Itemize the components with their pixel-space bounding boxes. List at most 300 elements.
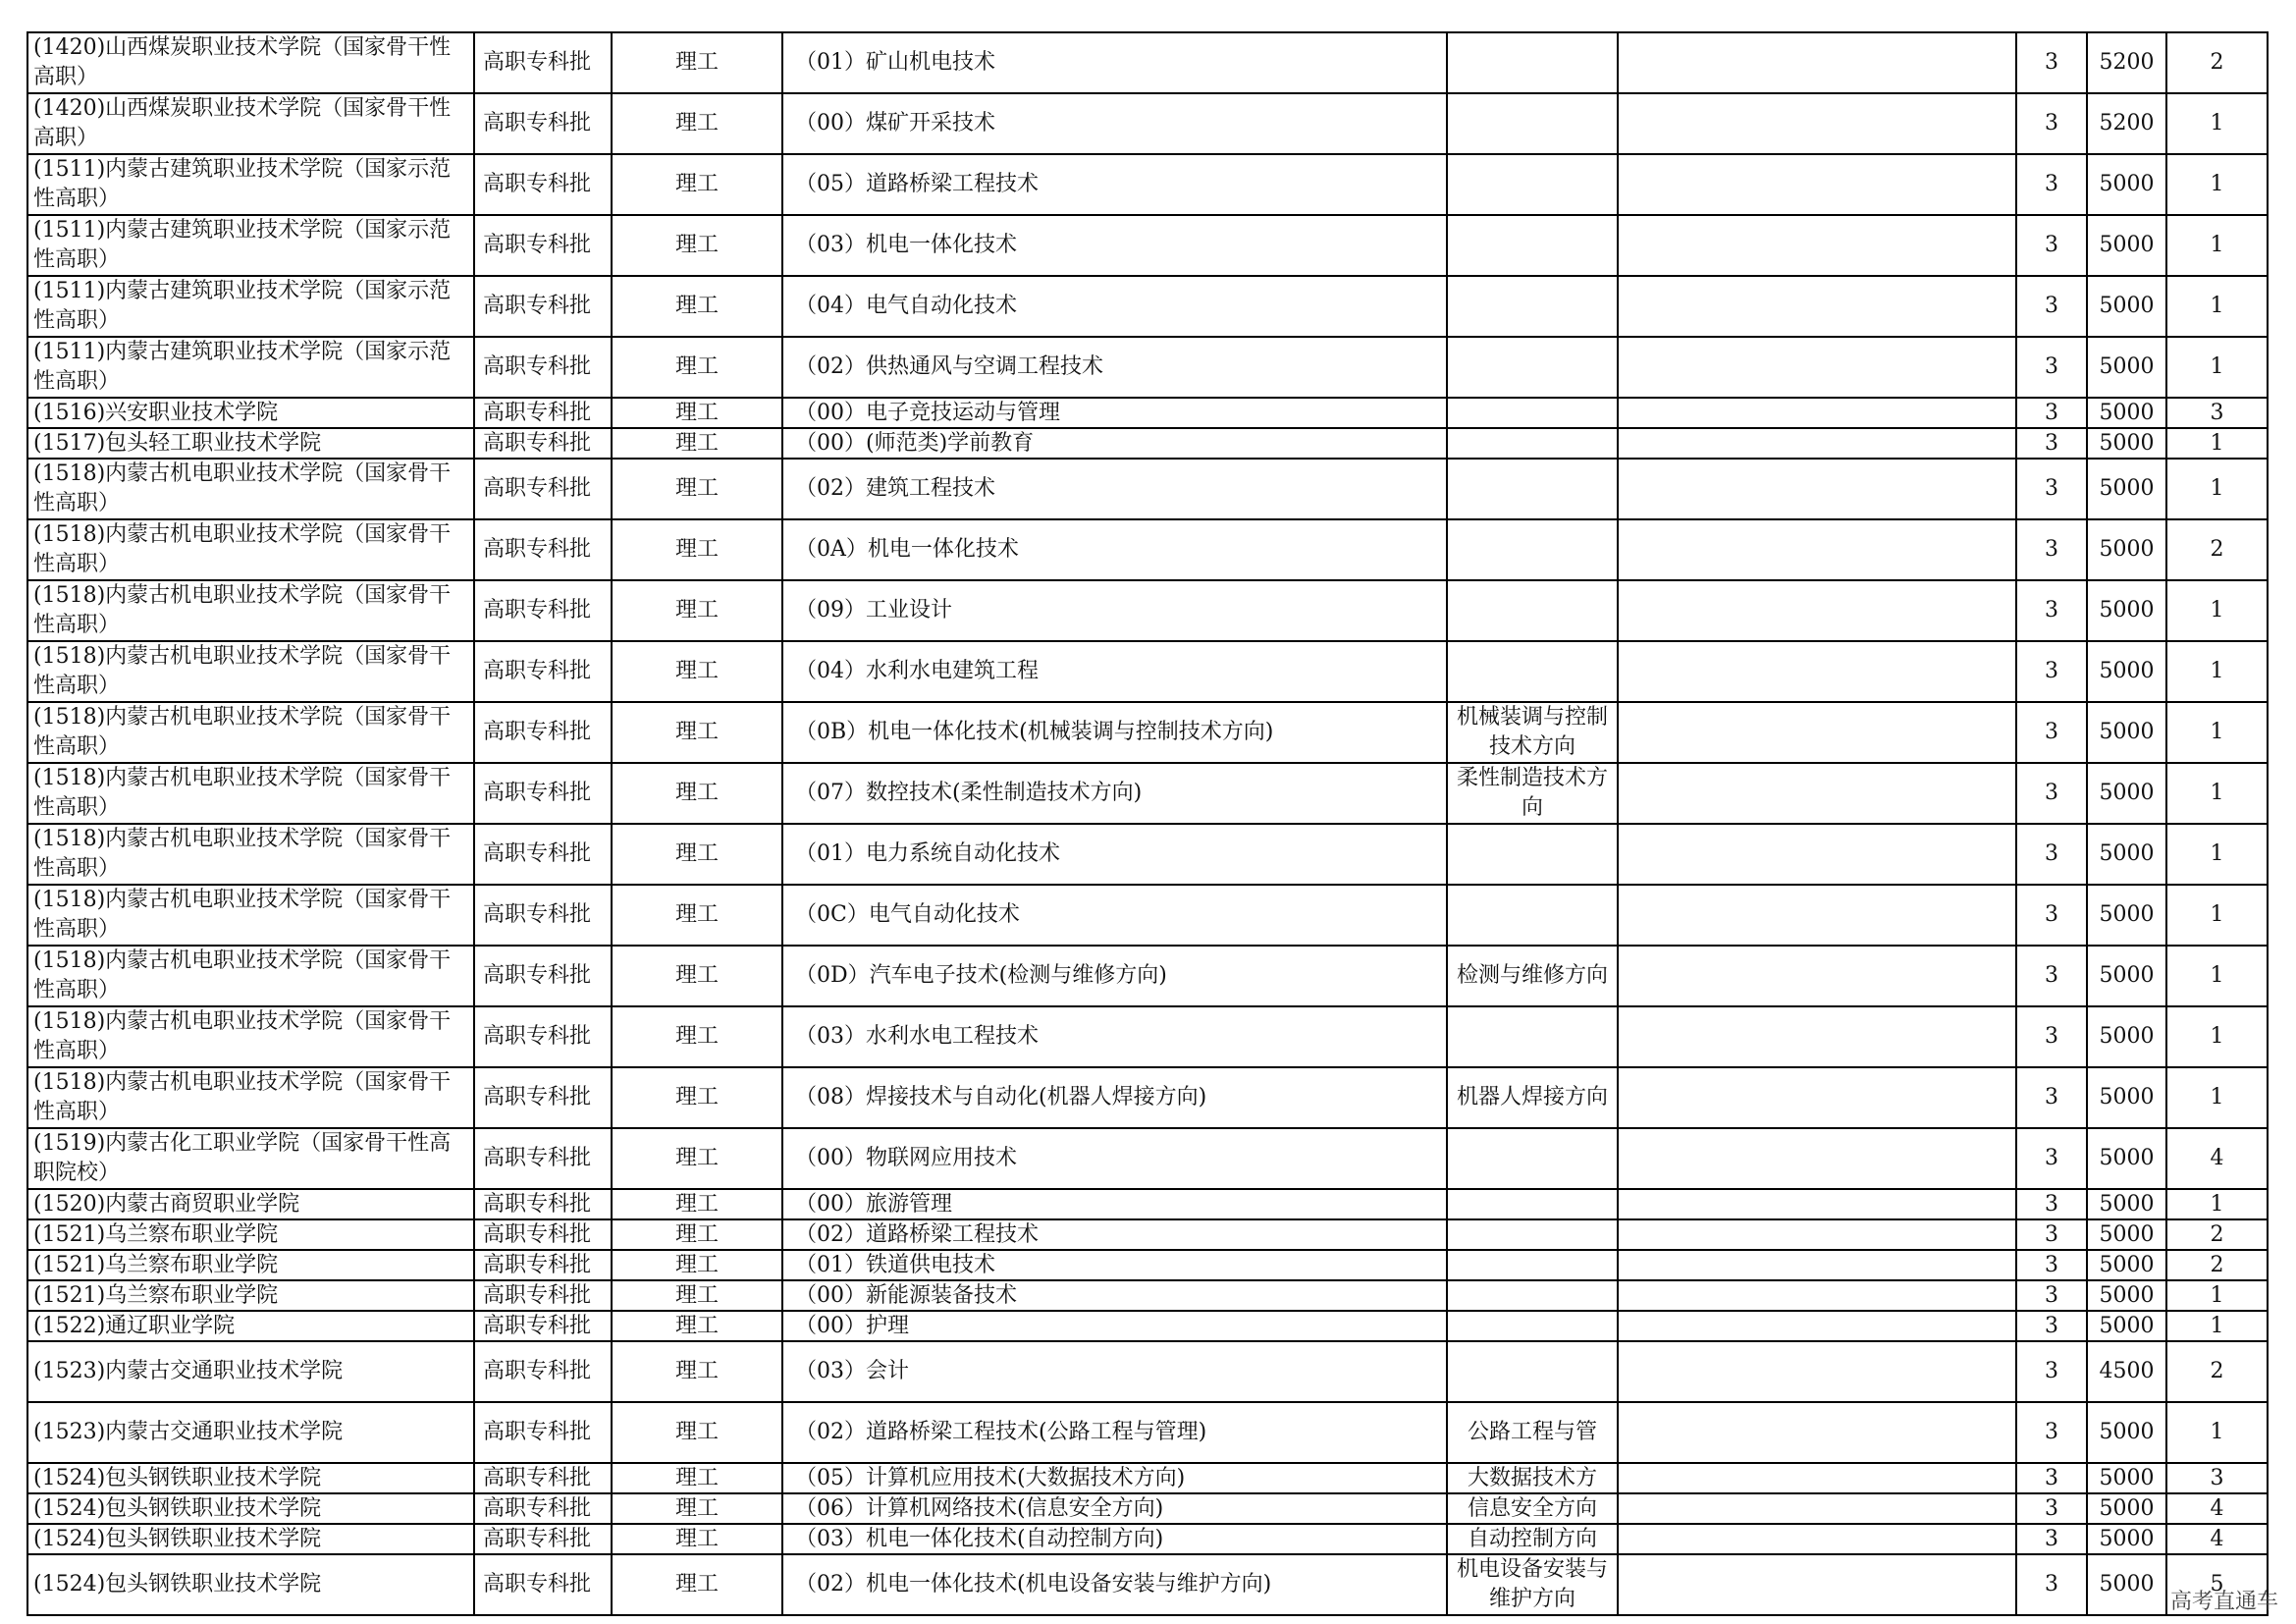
plan-count-cell: 1 <box>2166 93 2268 154</box>
category-cell: 理工 <box>612 1219 782 1250</box>
remark-cell <box>1618 1250 2016 1280</box>
plan-count-cell: 1 <box>2166 763 2268 824</box>
school-cell: (1521)乌兰察布职业学院 <box>27 1280 474 1311</box>
remark-cell <box>1618 580 2016 641</box>
remark-cell <box>1618 1219 2016 1250</box>
school-cell: (1521)乌兰察布职业学院 <box>27 1250 474 1280</box>
plan-count-cell: 4 <box>2166 1493 2268 1524</box>
years-cell: 3 <box>2016 276 2087 337</box>
table-row <box>27 154 2268 215</box>
direction-note-cell <box>1447 32 1618 93</box>
remark-cell <box>1618 641 2016 702</box>
table-row <box>27 885 2268 946</box>
table-row <box>27 580 2268 641</box>
plan-count-cell: 1 <box>2166 885 2268 946</box>
batch-cell: 高职专科批 <box>474 1402 612 1463</box>
direction-note-cell <box>1447 93 1618 154</box>
school-cell: (1524)包头钢铁职业技术学院 <box>27 1524 474 1554</box>
direction-note-cell <box>1447 1219 1618 1250</box>
category-cell: 理工 <box>612 824 782 885</box>
years-cell: 3 <box>2016 641 2087 702</box>
table-row <box>27 1067 2268 1128</box>
direction-note-cell <box>1447 1250 1618 1280</box>
plan-count-cell: 1 <box>2166 154 2268 215</box>
table-row <box>27 1219 2268 1250</box>
direction-note-cell <box>1447 1189 1618 1219</box>
remark-cell <box>1618 519 2016 580</box>
table-row <box>27 32 2268 93</box>
major-cell: （00）煤矿开采技术 <box>782 93 1447 154</box>
table-row <box>27 1128 2268 1189</box>
years-cell: 3 <box>2016 1554 2087 1615</box>
batch-cell: 高职专科批 <box>474 885 612 946</box>
years-cell: 3 <box>2016 946 2087 1006</box>
table-row <box>27 1006 2268 1067</box>
major-cell: （00）电子竞技运动与管理 <box>782 398 1447 428</box>
direction-note-cell <box>1447 1006 1618 1067</box>
direction-note-cell <box>1447 459 1618 519</box>
direction-note-cell <box>1447 885 1618 946</box>
batch-cell: 高职专科批 <box>474 1280 612 1311</box>
batch-cell: 高职专科批 <box>474 32 612 93</box>
plan-count-cell: 4 <box>2166 1128 2268 1189</box>
batch-cell: 高职专科批 <box>474 1128 612 1189</box>
tuition-cell: 5000 <box>2087 702 2166 763</box>
plan-count-cell: 4 <box>2166 1524 2268 1554</box>
major-cell: （02）道路桥梁工程技术(公路工程与管理) <box>782 1402 1447 1463</box>
tuition-cell: 5000 <box>2087 763 2166 824</box>
table-row <box>27 1463 2268 1493</box>
plan-count-cell: 1 <box>2166 1402 2268 1463</box>
tuition-cell: 5000 <box>2087 824 2166 885</box>
years-cell: 3 <box>2016 1463 2087 1493</box>
major-cell: （04）水利水电建筑工程 <box>782 641 1447 702</box>
school-cell: (1516)兴安职业技术学院 <box>27 398 474 428</box>
school-cell: (1524)包头钢铁职业技术学院 <box>27 1463 474 1493</box>
years-cell: 3 <box>2016 215 2087 276</box>
table-row <box>27 946 2268 1006</box>
tuition-cell: 5000 <box>2087 1493 2166 1524</box>
remark-cell <box>1618 398 2016 428</box>
batch-cell: 高职专科批 <box>474 763 612 824</box>
batch-cell: 高职专科批 <box>474 1250 612 1280</box>
years-cell: 3 <box>2016 763 2087 824</box>
years-cell: 3 <box>2016 459 2087 519</box>
tuition-cell: 5000 <box>2087 1128 2166 1189</box>
school-cell: (1518)内蒙古机电职业技术学院（国家骨干性高职） <box>27 1067 474 1128</box>
remark-cell <box>1618 1189 2016 1219</box>
direction-note-cell: 检测与维修方向 <box>1447 946 1618 1006</box>
plan-count-cell: 3 <box>2166 1463 2268 1493</box>
tuition-cell: 5000 <box>2087 641 2166 702</box>
major-cell: （03）机电一体化技术 <box>782 215 1447 276</box>
table-row <box>27 1250 2268 1280</box>
direction-note-cell <box>1447 398 1618 428</box>
category-cell: 理工 <box>612 1280 782 1311</box>
table-row <box>27 1554 2268 1615</box>
category-cell: 理工 <box>612 1189 782 1219</box>
batch-cell: 高职专科批 <box>474 1219 612 1250</box>
remark-cell <box>1618 1067 2016 1128</box>
school-cell: (1518)内蒙古机电职业技术学院（国家骨干性高职） <box>27 885 474 946</box>
table-row <box>27 428 2268 459</box>
years-cell: 3 <box>2016 1128 2087 1189</box>
years-cell: 3 <box>2016 1493 2087 1524</box>
tuition-cell: 5000 <box>2087 1250 2166 1280</box>
years-cell: 3 <box>2016 428 2087 459</box>
plan-count-cell: 3 <box>2166 398 2268 428</box>
category-cell: 理工 <box>612 1493 782 1524</box>
plan-count-cell: 5 <box>2166 1554 2268 1615</box>
remark-cell <box>1618 93 2016 154</box>
major-cell: （0D）汽车电子技术(检测与维修方向) <box>782 946 1447 1006</box>
major-cell: （01）电力系统自动化技术 <box>782 824 1447 885</box>
category-cell: 理工 <box>612 580 782 641</box>
direction-note-cell: 机电设备安装与维护方向 <box>1447 1554 1618 1615</box>
tuition-cell: 5000 <box>2087 1554 2166 1615</box>
direction-note-cell <box>1447 1128 1618 1189</box>
tuition-cell: 5000 <box>2087 1067 2166 1128</box>
direction-note-cell <box>1447 215 1618 276</box>
batch-cell: 高职专科批 <box>474 1341 612 1402</box>
tuition-cell: 5200 <box>2087 93 2166 154</box>
plan-count-cell: 1 <box>2166 702 2268 763</box>
remark-cell <box>1618 1493 2016 1524</box>
major-cell: （02）供热通风与空调工程技术 <box>782 337 1447 398</box>
plan-count-cell: 1 <box>2166 428 2268 459</box>
school-cell: (1524)包头钢铁职业技术学院 <box>27 1493 474 1524</box>
remark-cell <box>1618 1128 2016 1189</box>
major-cell: （05）道路桥梁工程技术 <box>782 154 1447 215</box>
plan-count-cell: 1 <box>2166 824 2268 885</box>
major-cell: （08）焊接技术与自动化(机器人焊接方向) <box>782 1067 1447 1128</box>
plan-count-cell: 1 <box>2166 946 2268 1006</box>
remark-cell <box>1618 702 2016 763</box>
major-cell: （00）物联网应用技术 <box>782 1128 1447 1189</box>
direction-note-cell: 自动控制方向 <box>1447 1524 1618 1554</box>
direction-note-cell <box>1447 824 1618 885</box>
plan-count-cell: 1 <box>2166 641 2268 702</box>
school-cell: (1511)内蒙古建筑职业技术学院（国家示范性高职） <box>27 154 474 215</box>
remark-cell <box>1618 459 2016 519</box>
batch-cell: 高职专科批 <box>474 702 612 763</box>
batch-cell: 高职专科批 <box>474 1493 612 1524</box>
batch-cell: 高职专科批 <box>474 1189 612 1219</box>
years-cell: 3 <box>2016 1219 2087 1250</box>
major-cell: （0A）机电一体化技术 <box>782 519 1447 580</box>
tuition-cell: 5000 <box>2087 398 2166 428</box>
major-cell: （05）计算机应用技术(大数据技术方向) <box>782 1463 1447 1493</box>
table-row <box>27 519 2268 580</box>
category-cell: 理工 <box>612 1250 782 1280</box>
major-cell: （02）道路桥梁工程技术 <box>782 1219 1447 1250</box>
plan-count-cell: 1 <box>2166 1280 2268 1311</box>
table-row <box>27 1189 2268 1219</box>
direction-note-cell: 大数据技术方 <box>1447 1463 1618 1493</box>
years-cell: 3 <box>2016 885 2087 946</box>
tuition-cell: 5000 <box>2087 1402 2166 1463</box>
remark-cell <box>1618 1311 2016 1341</box>
major-cell: （09）工业设计 <box>782 580 1447 641</box>
category-cell: 理工 <box>612 1402 782 1463</box>
remark-cell <box>1618 824 2016 885</box>
plan-count-cell: 2 <box>2166 1341 2268 1402</box>
years-cell: 3 <box>2016 580 2087 641</box>
years-cell: 3 <box>2016 1341 2087 1402</box>
batch-cell: 高职专科批 <box>474 215 612 276</box>
category-cell: 理工 <box>612 93 782 154</box>
plan-count-cell: 2 <box>2166 1250 2268 1280</box>
school-cell: (1519)内蒙古化工职业学院（国家骨干性高职院校） <box>27 1128 474 1189</box>
remark-cell <box>1618 946 2016 1006</box>
category-cell: 理工 <box>612 1128 782 1189</box>
batch-cell: 高职专科批 <box>474 1311 612 1341</box>
years-cell: 3 <box>2016 1311 2087 1341</box>
years-cell: 3 <box>2016 1250 2087 1280</box>
school-cell: (1518)内蒙古机电职业技术学院（国家骨干性高职） <box>27 702 474 763</box>
direction-note-cell <box>1447 154 1618 215</box>
tuition-cell: 5000 <box>2087 337 2166 398</box>
school-cell: (1420)山西煤炭职业技术学院（国家骨干性高职） <box>27 32 474 93</box>
tuition-cell: 5000 <box>2087 1311 2166 1341</box>
watermark-text: 高考直通车 <box>2169 1590 2278 1614</box>
direction-note-cell: 机械装调与控制技术方向 <box>1447 702 1618 763</box>
direction-note-cell <box>1447 580 1618 641</box>
major-cell: （0C）电气自动化技术 <box>782 885 1447 946</box>
major-cell: （01）铁道供电技术 <box>782 1250 1447 1280</box>
school-cell: (1520)内蒙古商贸职业学院 <box>27 1189 474 1219</box>
tuition-cell: 5000 <box>2087 1219 2166 1250</box>
major-cell: （06）计算机网络技术(信息安全方向) <box>782 1493 1447 1524</box>
school-cell: (1511)内蒙古建筑职业技术学院（国家示范性高职） <box>27 276 474 337</box>
school-cell: (1518)内蒙古机电职业技术学院（国家骨干性高职） <box>27 763 474 824</box>
major-cell: （07）数控技术(柔性制造技术方向) <box>782 763 1447 824</box>
batch-cell: 高职专科批 <box>474 946 612 1006</box>
category-cell: 理工 <box>612 32 782 93</box>
category-cell: 理工 <box>612 1524 782 1554</box>
remark-cell <box>1618 885 2016 946</box>
major-cell: （00）(师范类)学前教育 <box>782 428 1447 459</box>
remark-cell <box>1618 215 2016 276</box>
remark-cell <box>1618 428 2016 459</box>
school-cell: (1518)内蒙古机电职业技术学院（国家骨干性高职） <box>27 519 474 580</box>
school-cell: (1522)通辽职业学院 <box>27 1311 474 1341</box>
category-cell: 理工 <box>612 428 782 459</box>
table-row <box>27 1524 2268 1554</box>
batch-cell: 高职专科批 <box>474 398 612 428</box>
remark-cell <box>1618 1554 2016 1615</box>
school-cell: (1518)内蒙古机电职业技术学院（国家骨干性高职） <box>27 459 474 519</box>
major-cell: （00）旅游管理 <box>782 1189 1447 1219</box>
table-row <box>27 215 2268 276</box>
years-cell: 3 <box>2016 1524 2087 1554</box>
school-cell: (1518)内蒙古机电职业技术学院（国家骨干性高职） <box>27 641 474 702</box>
years-cell: 3 <box>2016 398 2087 428</box>
tuition-cell: 5000 <box>2087 1524 2166 1554</box>
category-cell: 理工 <box>612 459 782 519</box>
batch-cell: 高职专科批 <box>474 459 612 519</box>
remark-cell <box>1618 154 2016 215</box>
plan-count-cell: 1 <box>2166 580 2268 641</box>
remark-cell <box>1618 1524 2016 1554</box>
tuition-cell: 5000 <box>2087 1189 2166 1219</box>
tuition-cell: 5000 <box>2087 519 2166 580</box>
table-row <box>27 1341 2268 1402</box>
batch-cell: 高职专科批 <box>474 428 612 459</box>
plan-count-cell: 2 <box>2166 32 2268 93</box>
years-cell: 3 <box>2016 1189 2087 1219</box>
school-cell: (1420)山西煤炭职业技术学院（国家骨干性高职） <box>27 93 474 154</box>
batch-cell: 高职专科批 <box>474 337 612 398</box>
years-cell: 3 <box>2016 519 2087 580</box>
category-cell: 理工 <box>612 946 782 1006</box>
batch-cell: 高职专科批 <box>474 276 612 337</box>
batch-cell: 高职专科批 <box>474 824 612 885</box>
table-row <box>27 1493 2268 1524</box>
plan-count-cell: 1 <box>2166 459 2268 519</box>
years-cell: 3 <box>2016 1402 2087 1463</box>
plan-count-cell: 1 <box>2166 276 2268 337</box>
batch-cell: 高职专科批 <box>474 580 612 641</box>
direction-note-cell: 公路工程与管 <box>1447 1402 1618 1463</box>
major-cell: （02）建筑工程技术 <box>782 459 1447 519</box>
category-cell: 理工 <box>612 1341 782 1402</box>
major-cell: （0B）机电一体化技术(机械装调与控制技术方向) <box>782 702 1447 763</box>
remark-cell <box>1618 1280 2016 1311</box>
plan-count-cell: 2 <box>2166 1219 2268 1250</box>
table-row <box>27 93 2268 154</box>
remark-cell <box>1618 763 2016 824</box>
tuition-cell: 5000 <box>2087 946 2166 1006</box>
category-cell: 理工 <box>612 337 782 398</box>
school-cell: (1523)内蒙古交通职业技术学院 <box>27 1341 474 1402</box>
major-cell: （00）护理 <box>782 1311 1447 1341</box>
major-cell: （03）机电一体化技术(自动控制方向) <box>782 1524 1447 1554</box>
direction-note-cell <box>1447 276 1618 337</box>
category-cell: 理工 <box>612 1463 782 1493</box>
tuition-cell: 5000 <box>2087 154 2166 215</box>
plan-count-cell: 1 <box>2166 1189 2268 1219</box>
batch-cell: 高职专科批 <box>474 1524 612 1554</box>
remark-cell <box>1618 1006 2016 1067</box>
table-row <box>27 641 2268 702</box>
plan-count-cell: 1 <box>2166 337 2268 398</box>
major-cell: （04）电气自动化技术 <box>782 276 1447 337</box>
remark-cell <box>1618 337 2016 398</box>
batch-cell: 高职专科批 <box>474 93 612 154</box>
tuition-cell: 5200 <box>2087 32 2166 93</box>
category-cell: 理工 <box>612 1311 782 1341</box>
tuition-cell: 5000 <box>2087 1006 2166 1067</box>
table-row <box>27 1402 2268 1463</box>
major-cell: （01）矿山机电技术 <box>782 32 1447 93</box>
school-cell: (1511)内蒙古建筑职业技术学院（国家示范性高职） <box>27 215 474 276</box>
plan-count-cell: 1 <box>2166 215 2268 276</box>
school-cell: (1518)内蒙古机电职业技术学院（国家骨干性高职） <box>27 946 474 1006</box>
category-cell: 理工 <box>612 276 782 337</box>
remark-cell <box>1618 1402 2016 1463</box>
batch-cell: 高职专科批 <box>474 641 612 702</box>
direction-note-cell <box>1447 1280 1618 1311</box>
enrollment-plan-table <box>27 31 2269 1616</box>
school-cell: (1521)乌兰察布职业学院 <box>27 1219 474 1250</box>
category-cell: 理工 <box>612 702 782 763</box>
tuition-cell: 5000 <box>2087 1280 2166 1311</box>
major-cell: （03）水利水电工程技术 <box>782 1006 1447 1067</box>
table-row <box>27 1280 2268 1311</box>
tuition-cell: 5000 <box>2087 215 2166 276</box>
school-cell: (1524)包头钢铁职业技术学院 <box>27 1554 474 1615</box>
school-cell: (1511)内蒙古建筑职业技术学院（国家示范性高职） <box>27 337 474 398</box>
batch-cell: 高职专科批 <box>474 519 612 580</box>
table-row <box>27 1311 2268 1341</box>
table-row <box>27 276 2268 337</box>
tuition-cell: 5000 <box>2087 1463 2166 1493</box>
remark-cell <box>1618 1463 2016 1493</box>
plan-count-cell: 2 <box>2166 519 2268 580</box>
years-cell: 3 <box>2016 1067 2087 1128</box>
years-cell: 3 <box>2016 1280 2087 1311</box>
batch-cell: 高职专科批 <box>474 1554 612 1615</box>
tuition-cell: 4500 <box>2087 1341 2166 1402</box>
direction-note-cell <box>1447 428 1618 459</box>
tuition-cell: 5000 <box>2087 580 2166 641</box>
major-cell: （00）新能源装备技术 <box>782 1280 1447 1311</box>
category-cell: 理工 <box>612 215 782 276</box>
category-cell: 理工 <box>612 398 782 428</box>
table-row <box>27 702 2268 763</box>
major-cell: （03）会计 <box>782 1341 1447 1402</box>
tuition-cell: 5000 <box>2087 276 2166 337</box>
direction-note-cell <box>1447 641 1618 702</box>
tuition-cell: 5000 <box>2087 885 2166 946</box>
direction-note-cell <box>1447 519 1618 580</box>
remark-cell <box>1618 276 2016 337</box>
tuition-cell: 5000 <box>2087 459 2166 519</box>
plan-count-cell: 1 <box>2166 1311 2268 1341</box>
category-cell: 理工 <box>612 1554 782 1615</box>
school-cell: (1518)内蒙古机电职业技术学院（国家骨干性高职） <box>27 824 474 885</box>
years-cell: 3 <box>2016 824 2087 885</box>
tuition-cell: 5000 <box>2087 428 2166 459</box>
years-cell: 3 <box>2016 154 2087 215</box>
direction-note-cell <box>1447 1311 1618 1341</box>
table-row <box>27 763 2268 824</box>
category-cell: 理工 <box>612 885 782 946</box>
batch-cell: 高职专科批 <box>474 1006 612 1067</box>
years-cell: 3 <box>2016 93 2087 154</box>
major-cell: （02）机电一体化技术(机电设备安装与维护方向) <box>782 1554 1447 1615</box>
table-row <box>27 459 2268 519</box>
plan-count-cell: 1 <box>2166 1067 2268 1128</box>
category-cell: 理工 <box>612 1067 782 1128</box>
table-row <box>27 398 2268 428</box>
category-cell: 理工 <box>612 519 782 580</box>
direction-note-cell: 柔性制造技术方向 <box>1447 763 1618 824</box>
direction-note-cell: 机器人焊接方向 <box>1447 1067 1618 1128</box>
remark-cell <box>1618 1341 2016 1402</box>
years-cell: 3 <box>2016 32 2087 93</box>
years-cell: 3 <box>2016 337 2087 398</box>
category-cell: 理工 <box>612 641 782 702</box>
school-cell: (1518)内蒙古机电职业技术学院（国家骨干性高职） <box>27 1006 474 1067</box>
direction-note-cell <box>1447 1341 1618 1402</box>
category-cell: 理工 <box>612 763 782 824</box>
batch-cell: 高职专科批 <box>474 154 612 215</box>
school-cell: (1523)内蒙古交通职业技术学院 <box>27 1402 474 1463</box>
category-cell: 理工 <box>612 1006 782 1067</box>
table-row <box>27 824 2268 885</box>
